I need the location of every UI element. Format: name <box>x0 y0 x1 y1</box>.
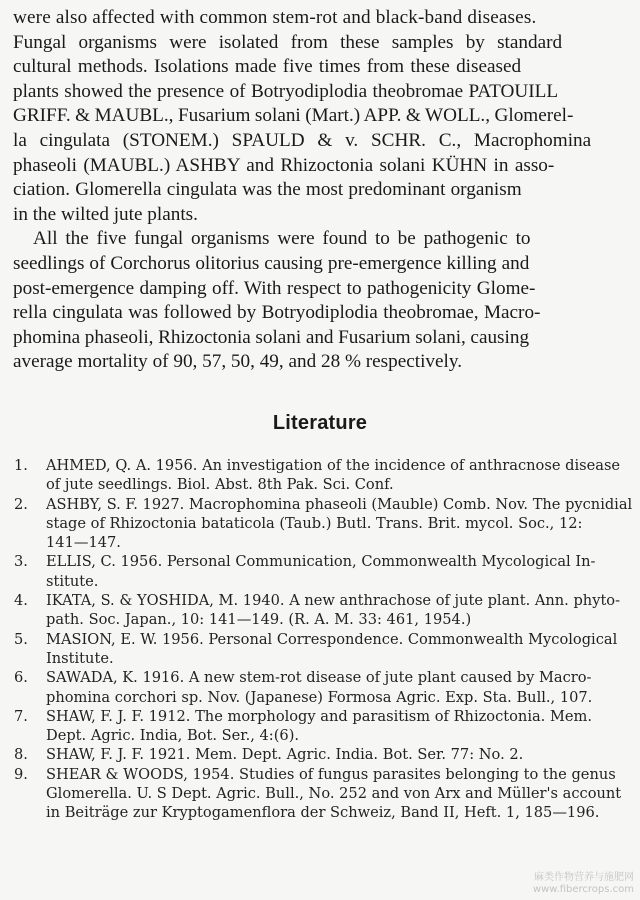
text-line: rella cingulata was followed by Botryodiplodia theobromae, Macro- <box>13 302 541 324</box>
reference-line: 141—147. <box>46 534 121 552</box>
reference-line: MASION, E. W. 1956. Personal Correspondence. Commonwealth Mycological <box>46 630 618 648</box>
reference-list <box>14 456 634 823</box>
reference-text <box>46 668 634 707</box>
reference-line: in Beiträge zur Kryptogamenflora der Schweiz, Band II, Heft. 1, 185—196. <box>46 804 600 822</box>
text-line: post-emergence damping off. With respect to pathogenicity Glome- <box>13 277 536 299</box>
text-line: were also affected with common stem-rot and black-band diseases. <box>13 7 537 28</box>
reference-item <box>14 745 634 764</box>
reference-number: 9. <box>14 765 28 783</box>
reference-line: stitute. <box>46 572 99 590</box>
paragraph-1 <box>13 6 633 227</box>
reference-item <box>14 552 634 591</box>
text-line: average mortality of 90, 57, 50, 49, and 28 % respectively. <box>13 351 462 373</box>
reference-text <box>46 630 634 669</box>
reference-text <box>46 765 634 823</box>
text-line: seedlings of Corchorus olitorius causing pre-emergence killing and <box>13 252 530 274</box>
reference-item <box>14 668 634 707</box>
watermark-line: www.fibercrops.com <box>532 884 634 895</box>
reference-line: ELLIS, C. 1956. Personal Communication, Commonwealth Mycological In- <box>46 553 596 571</box>
text-line: Fungal organisms were isolated from these samples by standard <box>13 31 563 53</box>
reference-number: 5. <box>14 630 28 648</box>
reference-text <box>46 707 634 746</box>
text-line: phaseoli (MAUBL.) ASHBY and Rhizoctonia solani KÜHN in asso- <box>13 154 555 176</box>
text-line: phomina phaseoli, Rhizoctonia solani and Fusarium solani, causing <box>13 326 530 348</box>
text-line: All the five fungal organisms were found to be pathogenic to <box>33 228 531 250</box>
reference-line: SAWADA, K. 1916. A new stem-rot disease of jute plant caused by Macro- <box>46 669 592 687</box>
watermark <box>533 872 634 896</box>
reference-line: path. Soc. Japan., 10: 141—149. (R. A. M. 33: 461, 1954.) <box>46 611 472 629</box>
reference-line: SHEAR & WOODS, 1954. Studies of fungus parasites belonging to the genus <box>46 765 616 783</box>
text-line: la cingulata (STONEM.) SPAULD & v. SCHR. C., Macrophomina <box>13 129 592 151</box>
reference-number: 1. <box>14 457 28 474</box>
text-line: in the wilted jute plants. <box>13 203 198 225</box>
text-line: ciation. Glomerella cingulata was the most predominant organism <box>13 179 522 201</box>
reference-text <box>46 745 634 764</box>
reference-line: SHAW, F. J. F. 1912. The morphology and parasitism of Rhizoctonia. Mem. <box>46 707 593 725</box>
reference-text <box>46 456 634 495</box>
reference-number: 6. <box>14 669 28 687</box>
reference-number: 3. <box>14 553 28 571</box>
reference-line: Institute. <box>46 649 114 667</box>
reference-line: stage of Rhizoctonia bataticola (Taub.) Butl. Trans. Brit. mycol. Soc., 12: <box>46 514 583 532</box>
reference-line: phomina corchori sp. Nov. (Japanese) Formosa Agric. Exp. Sta. Bull., 107. <box>46 688 593 706</box>
reference-line: Glomerella. U. S Dept. Agric. Bull., No. 252 and von Arx and Müller's account <box>46 785 622 803</box>
body-text <box>13 6 633 375</box>
reference-number: 7. <box>14 707 28 725</box>
reference-number: 4. <box>14 592 28 610</box>
reference-text <box>46 495 634 553</box>
reference-line: AHMED, Q. A. 1956. An investigation of the incidence of anthracnose disease <box>46 457 621 474</box>
reference-line: Dept. Agric. India, Bot. Ser., 4:(6). <box>46 727 300 745</box>
reference-item <box>14 707 634 746</box>
reference-number: 2. <box>14 495 28 513</box>
reference-line: of jute seedlings. Biol. Abst. 8th Pak. Sci. Conf. <box>46 476 394 494</box>
reference-item <box>14 456 634 495</box>
literature-heading: Literature <box>272 412 368 434</box>
reference-line: IKATA, S. & YOSHIDA, M. 1940. A new anthrachose of jute plant. Ann. phyto- <box>46 592 621 610</box>
reference-item <box>14 495 634 553</box>
reference-line: SHAW, F. J. F. 1921. Mem. Dept. Agric. India. Bot. Ser. 77: No. 2. <box>46 746 524 764</box>
reference-text <box>46 591 634 630</box>
reference-item <box>14 630 634 669</box>
reference-item <box>14 591 634 630</box>
watermark-line: 麻类作物营养与施肥网 <box>534 872 634 883</box>
reference-item <box>14 765 634 823</box>
text-line: cultural methods. Isolations made five times from these diseased <box>13 56 522 78</box>
text-line: GRIFF. & MAUBL., Fusarium solani (Mart.) APP. & WOLL., Glomerel- <box>13 105 574 127</box>
reference-number: 8. <box>14 746 28 764</box>
text-line: plants showed the presence of Botryodiplodia theobromae PATOUILL <box>13 80 559 102</box>
reference-text <box>46 552 634 591</box>
reference-line: ASHBY, S. F. 1927. Macrophomina phaseoli (Mauble) Comb. Nov. The pycnidial <box>46 495 633 513</box>
paragraph-2 <box>13 227 633 375</box>
